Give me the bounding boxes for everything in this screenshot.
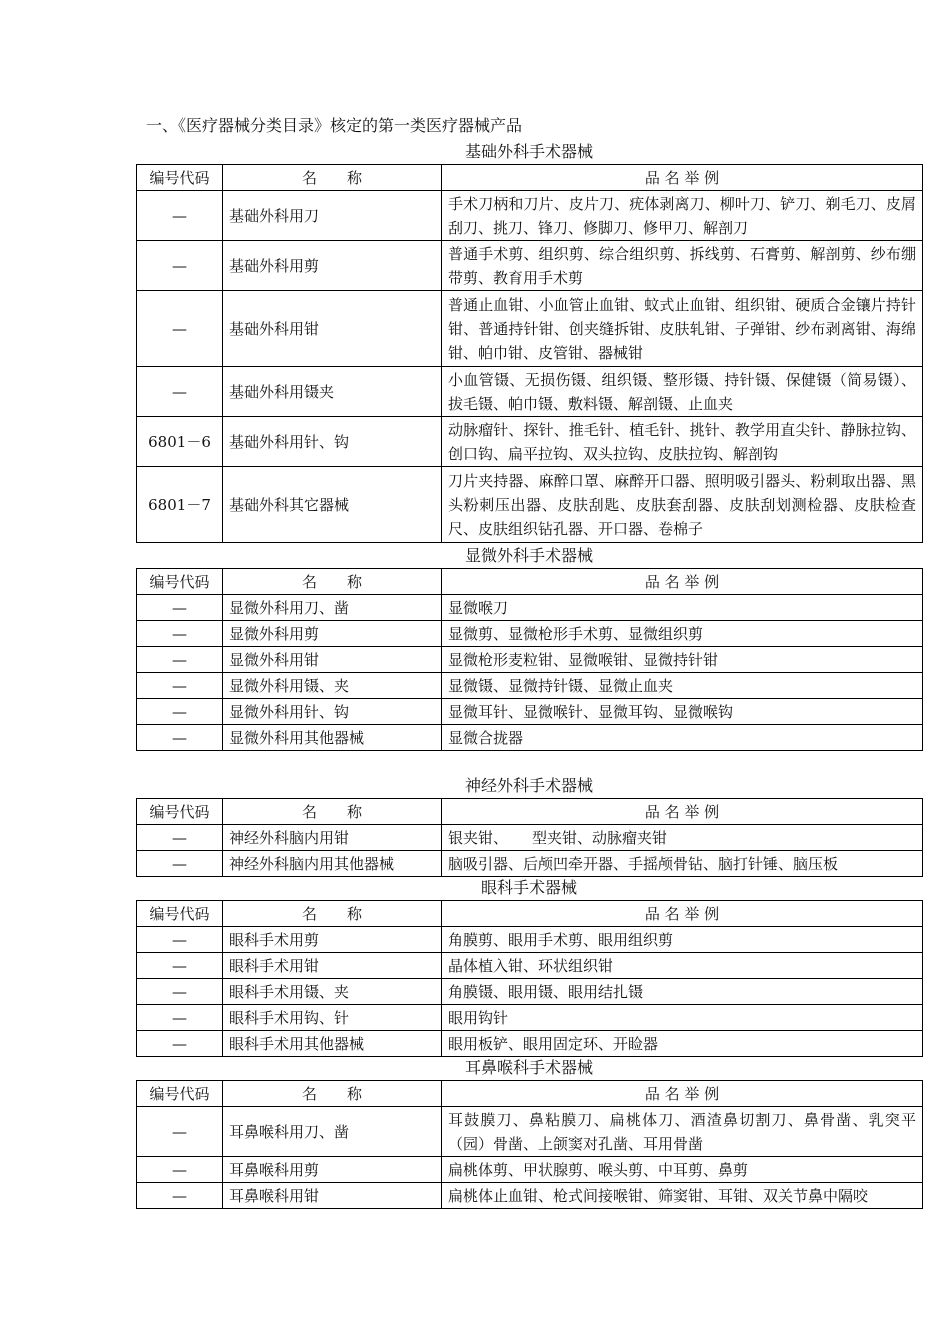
row-code: —: [137, 1005, 223, 1031]
row-examples: 眼用板铲、眼用固定环、开睑器: [442, 1031, 923, 1057]
row-examples: 显微剪、显微枪形手术剪、显微组织剪: [442, 621, 923, 647]
ent-table: [136, 1080, 923, 1209]
row-code: —: [137, 979, 223, 1005]
row-code: —: [137, 953, 223, 979]
row-code: —: [137, 1157, 223, 1183]
table-row: [137, 725, 923, 751]
row-examples: 角膜镊、眼用镊、眼用结扎镊: [442, 979, 923, 1005]
table-row: [137, 291, 923, 367]
section-ent: [136, 1056, 922, 1209]
row-examples: 显微合拢器: [442, 725, 923, 751]
table-header-row: [137, 1081, 923, 1107]
row-examples: 耳鼓膜刀、鼻粘膜刀、扁桃体刀、酒渣鼻切割刀、鼻骨凿、乳突平（园）骨凿、上颌窦对孔凿、耳用骨凿: [442, 1107, 923, 1157]
row-code: —: [137, 595, 223, 621]
row-code: —: [137, 1183, 223, 1209]
row-name: 基础外科用钳: [223, 291, 442, 367]
table-row: [137, 953, 923, 979]
row-name: 眼科手术用其他器械: [223, 1031, 442, 1057]
section-title: 显微外科手术器械: [464, 546, 593, 565]
row-examples: 眼用钩针: [442, 1005, 923, 1031]
row-code: —: [137, 851, 223, 877]
table-row: [137, 927, 923, 953]
section-ophthalmic: [136, 876, 922, 1057]
table-row: [137, 595, 923, 621]
row-examples: 显微镊、显微持针镊、显微止血夹: [442, 673, 923, 699]
table-row: [137, 367, 923, 417]
row-name: 显微外科用镊、夹: [223, 673, 442, 699]
row-code: —: [137, 241, 223, 291]
table-row: [137, 647, 923, 673]
row-name: 眼科手术用剪: [223, 927, 442, 953]
row-examples: 刀片夹持器、麻醉口罩、麻醉开口器、照明吸引器头、粉刺取出器、黑头粉刺压出器、皮肤刮匙、皮肤套刮器、皮肤刮划测检器、皮肤检查尺、皮肤组织钻孔器、开口器、卷棉子: [442, 467, 923, 543]
row-code: —: [137, 291, 223, 367]
table-header-row: [137, 799, 923, 825]
row-name: 显微外科用剪: [223, 621, 442, 647]
row-name: 眼科手术用镊、夹: [223, 979, 442, 1005]
header-name: 名 称: [223, 1081, 442, 1107]
neurosurgery-table: [136, 798, 923, 877]
row-name: 基础外科用针、钩: [223, 417, 442, 467]
header-examples: 品 名 举 例: [442, 1081, 923, 1107]
row-code: —: [137, 621, 223, 647]
table-row: [137, 1031, 923, 1057]
table-row: [137, 1107, 923, 1157]
header-code: 编号代码: [137, 165, 223, 191]
row-examples: 显微枪形麦粒钳、显微喉钳、显微持针钳: [442, 647, 923, 673]
row-name: 基础外科其它器械: [223, 467, 442, 543]
row-examples: 扁桃体剪、甲状腺剪、喉头剪、中耳剪、鼻剪: [442, 1157, 923, 1183]
row-name: 显微外科用刀、凿: [223, 595, 442, 621]
ophthalmic-table: [136, 900, 923, 1057]
section-title: 耳鼻喉科手术器械: [464, 1058, 593, 1077]
row-name: 眼科手术用钳: [223, 953, 442, 979]
row-name: 基础外科用剪: [223, 241, 442, 291]
table-row: [137, 851, 923, 877]
row-code: —: [137, 725, 223, 751]
row-name: 神经外科脑内用钳: [223, 825, 442, 851]
row-name: 眼科手术用钩、针: [223, 1005, 442, 1031]
section-title: 神经外科手术器械: [464, 776, 593, 795]
table-row: [137, 825, 923, 851]
table-row: [137, 673, 923, 699]
row-code: 6801－6: [137, 417, 223, 467]
row-code: —: [137, 673, 223, 699]
row-name: 耳鼻喉科用刀、凿: [223, 1107, 442, 1157]
row-code: —: [137, 647, 223, 673]
table-row: [137, 979, 923, 1005]
row-name: 基础外科用刀: [223, 191, 442, 241]
table-header-row: [137, 569, 923, 595]
row-name: 显微外科用钳: [223, 647, 442, 673]
row-code: —: [137, 367, 223, 417]
header-examples: 品 名 举 例: [442, 165, 923, 191]
row-code: —: [137, 927, 223, 953]
row-examples: 角膜剪、眼用手术剪、眼用组织剪: [442, 927, 923, 953]
row-name: 显微外科用针、钩: [223, 699, 442, 725]
basic-surgery-table: [136, 164, 923, 543]
table-row: [137, 417, 923, 467]
header-code: 编号代码: [137, 901, 223, 927]
row-examples: 普通手术剪、组织剪、综合组织剪、拆线剪、石膏剪、解剖剪、纱布绷带剪、教育用手术剪: [442, 241, 923, 291]
table-row: [137, 699, 923, 725]
row-examples: 动脉瘤针、探针、推毛针、植毛针、挑针、教学用直尖针、静脉拉钩、创口钩、扁平拉钩、双头拉钩、皮肤拉钩、解剖钩: [442, 417, 923, 467]
row-code: —: [137, 1031, 223, 1057]
row-code: —: [137, 191, 223, 241]
row-name: 耳鼻喉科用剪: [223, 1157, 442, 1183]
row-examples: 银夹钳、 型夹钳、动脉瘤夹钳: [442, 825, 923, 851]
header-code: 编号代码: [137, 569, 223, 595]
row-examples: 普通止血钳、小血管止血钳、蚊式止血钳、组织钳、硬质合金镶片持针钳、普通持针钳、创夹缝拆钳、皮肤轧钳、子弹钳、纱布剥离钳、海绵钳、帕巾钳、皮管钳、器械钳: [442, 291, 923, 367]
row-examples: 显微喉刀: [442, 595, 923, 621]
section-title: 基础外科手术器械: [464, 142, 593, 161]
table-row: [137, 191, 923, 241]
table-header-row: [137, 901, 923, 927]
row-name: 显微外科用其他器械: [223, 725, 442, 751]
row-examples: 手术刀柄和刀片、皮片刀、疣体剥离刀、柳叶刀、铲刀、剃毛刀、皮屑刮刀、挑刀、锋刀、修脚刀、修甲刀、解剖刀: [442, 191, 923, 241]
table-row: [137, 1005, 923, 1031]
header-name: 名 称: [223, 799, 442, 825]
table-row: [137, 241, 923, 291]
row-name: 神经外科脑内用其他器械: [223, 851, 442, 877]
table-row: [137, 1157, 923, 1183]
row-code: 6801－7: [137, 467, 223, 543]
document-title: 一、《医疗器械分类目录》核定的第一类医疗器械产品: [146, 116, 523, 135]
row-examples: 晶体植入钳、环状组织钳: [442, 953, 923, 979]
header-examples: 品 名 举 例: [442, 799, 923, 825]
header-examples: 品 名 举 例: [442, 901, 923, 927]
header-name: 名 称: [223, 165, 442, 191]
header-examples: 品 名 举 例: [442, 569, 923, 595]
header-name: 名 称: [223, 569, 442, 595]
row-code: —: [137, 1107, 223, 1157]
section-microsurgery: [136, 544, 922, 751]
header-code: 编号代码: [137, 1081, 223, 1107]
row-code: —: [137, 699, 223, 725]
row-examples: 小血管镊、无损伤镊、组织镊、整形镊、持针镊、保健镊（简易镊）、拔毛镊、帕巾镊、敷料镊、解剖镊、止血夹: [442, 367, 923, 417]
microsurgery-table: [136, 568, 923, 751]
row-examples: 扁桃体止血钳、枪式间接喉钳、筛窦钳、耳钳、双关节鼻中隔咬: [442, 1183, 923, 1209]
section-basic-surgery: [136, 140, 922, 543]
section-neurosurgery: [136, 774, 922, 877]
header-code: 编号代码: [137, 799, 223, 825]
table-row: [137, 467, 923, 543]
row-examples: 显微耳针、显微喉针、显微耳钩、显微喉钩: [442, 699, 923, 725]
table-header-row: [137, 165, 923, 191]
row-name: 基础外科用镊夹: [223, 367, 442, 417]
table-row: [137, 621, 923, 647]
header-name: 名 称: [223, 901, 442, 927]
table-row: [137, 1183, 923, 1209]
row-examples: 脑吸引器、后颅凹牵开器、手摇颅骨钻、脑打针锤、脑压板: [442, 851, 923, 877]
row-code: —: [137, 825, 223, 851]
section-title: 眼科手术器械: [480, 878, 577, 897]
row-name: 耳鼻喉科用钳: [223, 1183, 442, 1209]
